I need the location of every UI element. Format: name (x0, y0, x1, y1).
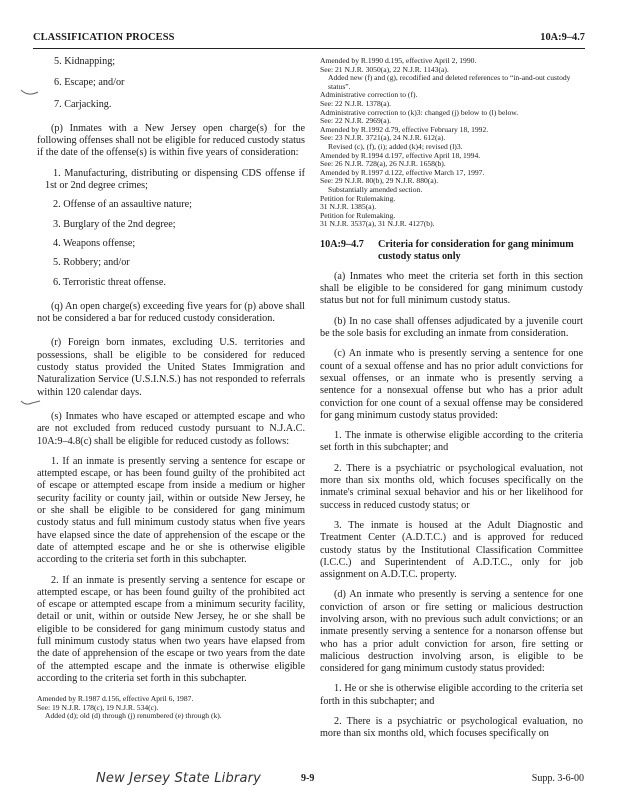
history-line: 31 N.J.R. 1385(a). (320, 202, 377, 212)
history-line: Added new (f) and (g), recodified and deleted references to “in-and-out custody status”. (328, 73, 571, 91)
list-item: 1. He or she is otherwise eligible according to the criteria set forth in this subchapter; and (320, 683, 583, 707)
paragraph-q: (q) An open charge(s) exceeding five years for (p) above shall not be considered a bar for reduced custody consideration. (37, 300, 305, 325)
history-line: See: 23 N.J.R. 3721(a), 24 N.J.R. 612(a). (320, 133, 446, 143)
history-line: See: 26 N.J.R. 728(a), 26 N.J.R. 1658(b). (320, 159, 446, 169)
paragraph-s: (s) Inmates who have escaped or attempted escape and who are not excluded from reduced custody pursuant to N.J.A.C. 10A:9–4.8(c) shall be eligible for reduced custody as follows: (37, 410, 305, 447)
header-title: CLASSIFICATION PROCESS (33, 32, 175, 43)
list-item: 3. The inmate is housed at the Adult Diagnostic and Treatment Center (A.D.T.C.) and is approved for reduced custody status by the Institutional Classification Committee (I.C.C.) and Superintendent of A.D.T.C., only for job assignment on A.D.T.C. property. (320, 519, 583, 581)
paragraph-c: (c) An inmate who is presently serving a sentence for one count of a sexual offense and has no prior adult convictions for sexual offenses, or an inmate who is presently serving a sentence for a nonsexual offense but who has a prior adult conviction for one count of a sexual offense may be considered for gang minimum custody status provided: (320, 348, 583, 421)
history-line: Amended by R.1997 d.122, effective March 17, 1997. (320, 167, 485, 177)
list-item: 5. Robbery; and/or (53, 257, 130, 269)
list-item: 7. Carjacking. (54, 98, 112, 110)
amendment-line: See: 19 N.J.R. 178(c), 19 N.J.R. 534(c). (37, 702, 159, 712)
list-item: 6. Escape; and/or (54, 77, 125, 89)
history-line: Substantially amended section. (328, 184, 423, 194)
history-line: See: 29 N.J.R. 80(b), 29 N.J.R. 880(a). (320, 176, 439, 186)
history-line: Amended by R.1994 d.197, effective April 18, 1994. (320, 150, 481, 160)
paragraph-b: (b) In no case shall offenses adjudicated by a juvenile court be the sole basis for excluding an inmate from consideration. (320, 315, 583, 340)
page-number: 9-9 (301, 773, 315, 784)
library-stamp: New Jersey State Library (96, 771, 262, 786)
list-item: 1. Manufacturing, distributing or dispensing CDS offense if 1st or 2nd degree crimes; (45, 167, 305, 192)
amendment-line: Added (d); old (d) through (j) renumbered (e) through (k). (45, 711, 222, 721)
supplement-date: Supp. 3-6-00 (531, 773, 584, 784)
list-item: 6. Terroristic threat offense. (53, 276, 166, 288)
paragraph-d: (d) An inmate who presently is serving a sentence for one conviction of arson or fire setting or malicious destruction involving arson, with no previous such adult convictions; or an inmate presently serving a sentence for a nonarson offense but who has a prior adult conviction for arson, fire setting or malicious destruction involving arson, is eligible to be considered for gang minimum custody status provided: (320, 589, 583, 675)
running-header (33, 32, 585, 49)
history-line: See: 22 N.J.R. 2969(a). (320, 116, 392, 126)
list-item: 2. There is a psychiatric or psychological evaluation, not more than six months old, which focuses specifically on the inmate's criminal sexual behavior and his or her likelihood for success in reduced custody status; or (320, 462, 583, 511)
history-line: 31 N.J.R. 3537(a), 31 N.J.R. 4127(b). (320, 219, 435, 229)
list-item: 5. Kidnapping; (54, 56, 116, 67)
paragraph-a: (a) Inmates who meet the criteria set forth in this section shall be eligible to be considered for gang minimum custody status but not for full minimum custody status. (320, 270, 583, 307)
section-number: 10A:9–4.7 (320, 238, 364, 250)
list-item: 3. Burglary of the 2nd degree; (53, 218, 176, 230)
list-item: 1. The inmate is otherwise eligible according to the criteria set forth in this subchapter; and (320, 430, 583, 454)
history-line: See: 21 N.J.R. 3050(a), 22 N.J.R. 1143(a). (320, 64, 449, 74)
header-section: 10A:9–4.7 (540, 32, 585, 43)
list-item: 4. Weapons offense; (53, 237, 136, 249)
history-line: Administrative correction to (k)3: changed (j) below to (l) below. (320, 107, 519, 117)
amendment-notes (37, 695, 305, 721)
list-item: 2. If an inmate is presently serving a sentence for escape or attempted escape, or has been found guilty of the prohibited act of escape or attempted escape from a minimum security facility, detail or unit, within or outside New Jersey, he or she shall be eligible to be considered for gang minimum custody status and full minimum custody status when two years have elapsed from the date of apprehension of the escape or two years from the date of the attempted escape and the inmate is otherwise eligible according to the criteria set forth in this subchapter. (37, 574, 305, 684)
list-item: 2. Offense of an assaultive nature; (53, 199, 192, 211)
paragraph-p: (p) Inmates with a New Jersey open charge(s) for the following offenses shall not be eligible for reduced custody status if the date of the offense(s) is within five years of consideration: (37, 122, 305, 159)
history-line: Amended by R.1992 d.79, effective February 18, 1992. (320, 124, 489, 134)
right-column (320, 57, 583, 749)
section-title: Criteria for consideration for gang minimum custody status only (378, 238, 574, 262)
list-item: 2. There is a psychiatric or psychological evaluation, no more than six months old, which focuses specifically on (320, 716, 583, 740)
history-line: See: 22 N.J.R. 1378(a). (320, 98, 392, 108)
history-line: Petition for Rulemaking. (320, 210, 396, 220)
paragraph-r: (r) Foreign born inmates, excluding U.S. territories and possessions, shall be eligible to be considered for reduced custody status provided the United States Immigration and Naturalization Service (U.S.I.N.S.) has not responded to referrals within 120 calendar days. (37, 337, 305, 398)
list-item: 1. If an inmate is presently serving a sentence for escape or attempted escape, or has been found guilty of the prohibited act of escape or attempted escape from inside a medium or higher security facility or county jail, within or outside New Jersey, he or she shall be eligible to be considered for gang minimum custody status and full minimum custody status when five years have elapsed since the date of apprehension of the escape or the date of attempted escape and he or she is otherwise eligible according to the criteria set forth in this subchapter. (37, 455, 305, 566)
history-line: Revised (c), (f), (i); added (k)4; revised (l)3. (328, 141, 463, 151)
history-notes (320, 57, 583, 229)
history-line: Petition for Rulemaking. (320, 193, 396, 203)
history-line: Administrative correction to (f). (320, 90, 418, 100)
amendment-line: Amended by R.1987 d.156, effective April 6, 1987. (37, 694, 194, 704)
history-line: Amended by R.1990 d.195, effective April 2, 1990. (320, 56, 477, 65)
left-column (37, 56, 305, 721)
section-heading (320, 239, 583, 263)
